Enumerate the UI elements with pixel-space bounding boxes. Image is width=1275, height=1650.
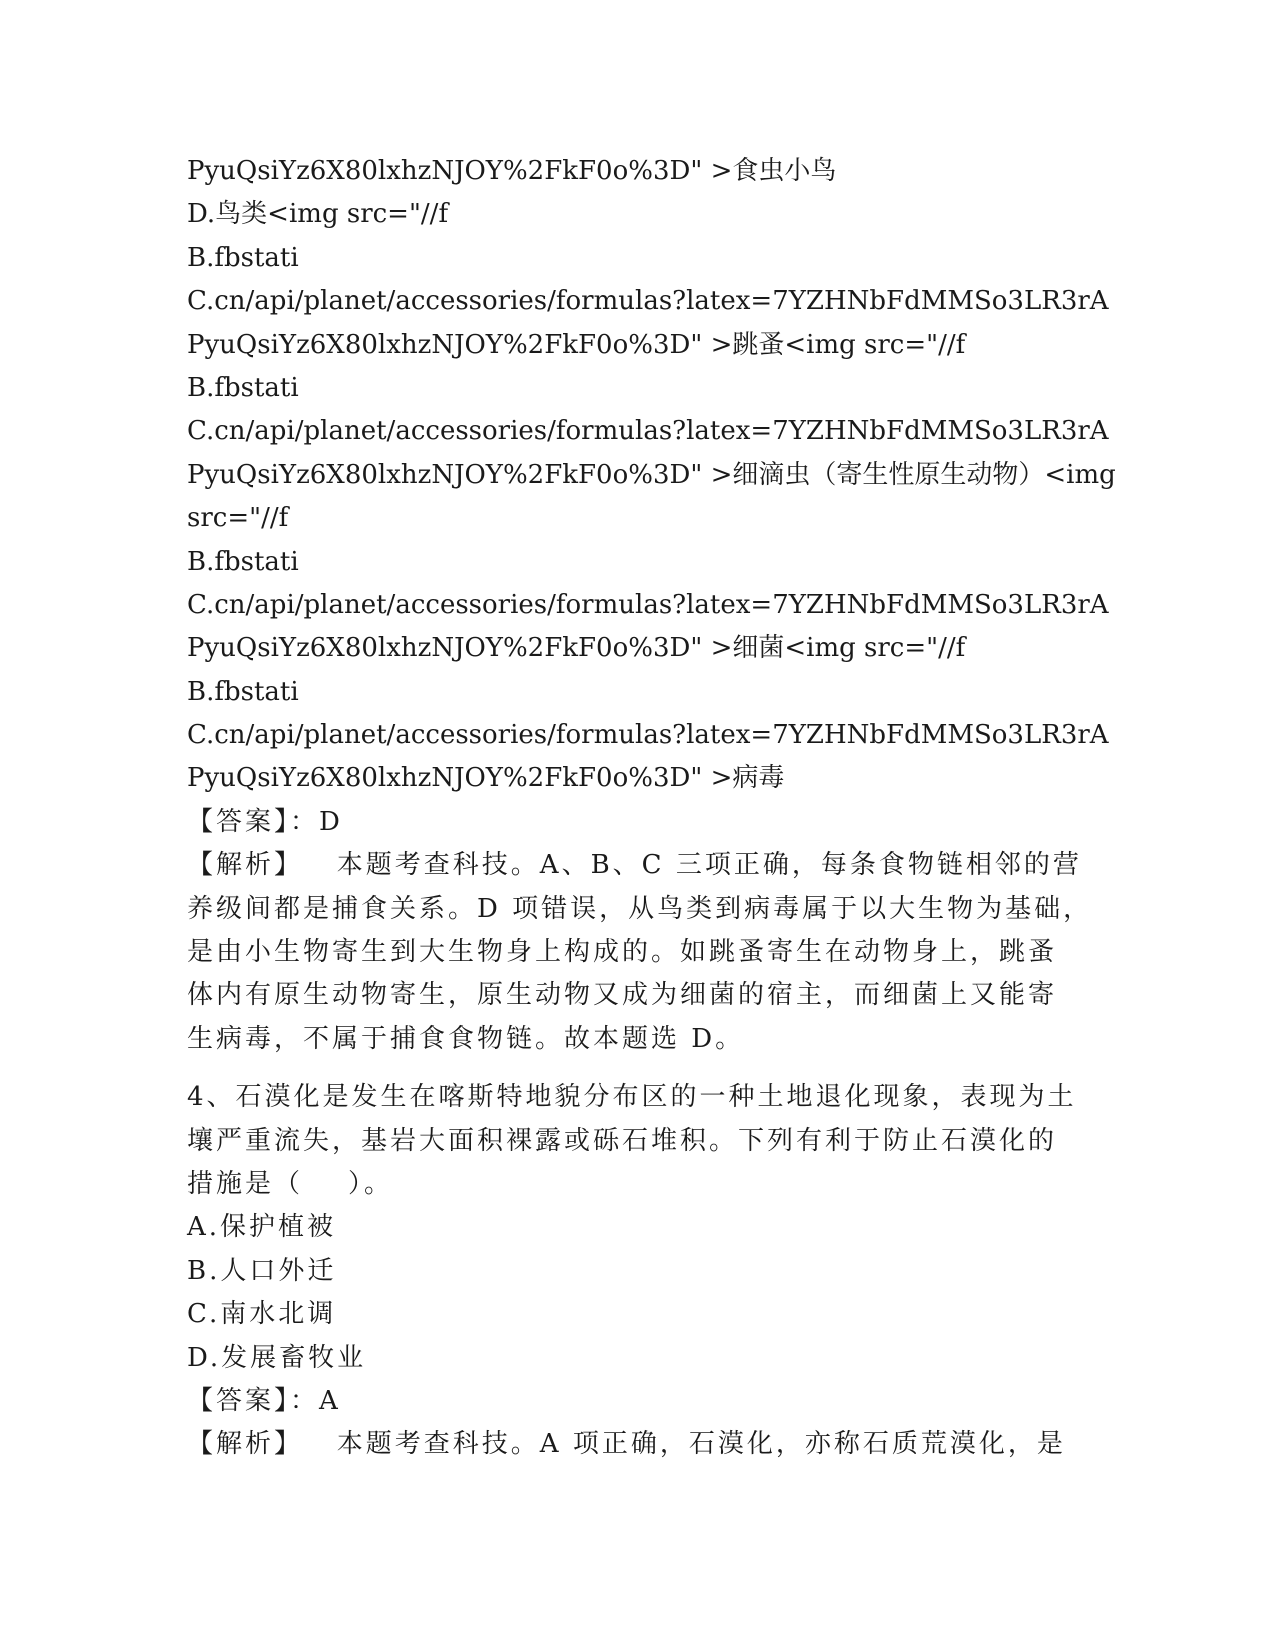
analysis-line: 养级间都是捕食关系。D 项错误，从鸟类到病毒属于以大生物为基础，: [187, 893, 1093, 924]
paragraph-gap: [187, 1061, 1087, 1076]
option-d: D.发展畜牧业: [187, 1342, 367, 1373]
analysis-line: 是由小生物寄生到大生物身上构成的。如跳蚤寄生在动物身上，跳蚤: [187, 937, 1058, 968]
option-b: B.人口外迁: [187, 1255, 337, 1286]
text-line: PyuQsiYz6X80lxhzNJOY%2FkF0o%3D" >食虫小鸟: [187, 156, 837, 186]
text-line: C.cn/api/planet/accessories/formulas?latex=7YZHNbFdMMSo3LR3rA: [187, 416, 1109, 447]
analysis-line: 生病毒，不属于捕食食物链。故本题选 D。: [187, 1023, 745, 1054]
text-line: B.fbstati: [187, 242, 299, 273]
text-line: C.cn/api/planet/accessories/formulas?latex=7YZHNbFdMMSo3LR3rA: [187, 286, 1109, 317]
option-c: C.南水北调: [187, 1299, 337, 1330]
text-line: C.cn/api/planet/accessories/formulas?latex=7YZHNbFdMMSo3LR3rA: [187, 720, 1109, 751]
text-line: PyuQsiYz6X80lxhzNJOY%2FkF0o%3D" >细滴虫（寄生性原生动物）<img: [187, 459, 1116, 490]
text-line: PyuQsiYz6X80lxhzNJOY%2FkF0o%3D" >细菌<img src="//f: [187, 633, 966, 664]
answer-line: 【答案】：A: [187, 1385, 341, 1416]
analysis-line: 体内有原生动物寄生，原生动物又成为细菌的宿主，而细菌上又能寄: [187, 980, 1058, 1011]
text-line: B.fbstati: [187, 372, 299, 403]
question-stem-line: 4、石漠化是发生在喀斯特地貌分布区的一种土地退化现象，表现为土: [187, 1082, 1077, 1113]
text-line: B.fbstati: [187, 676, 299, 707]
option-a: A.保护植被: [187, 1212, 337, 1243]
question-stem-line: 措施是（ ）。: [187, 1168, 394, 1199]
question-stem-line: 壤严重流失，基岩大面积裸露或砾石堆积。下列有利于防止石漠化的: [187, 1125, 1058, 1156]
text-line: D.鸟类<img src="//f: [187, 199, 449, 230]
text-line: PyuQsiYz6X80lxhzNJOY%2FkF0o%3D" >病毒: [187, 763, 785, 794]
text-line: PyuQsiYz6X80lxhzNJOY%2FkF0o%3D" >跳蚤<img src="//f: [187, 329, 966, 360]
text-line: src="//f: [187, 503, 289, 534]
document-body: [187, 150, 1116, 1467]
text-line: B.fbstati: [187, 546, 299, 577]
analysis-line: 【解析】 本题考查科技。A、B、C 三项正确，每条食物链相邻的营: [187, 850, 1082, 881]
text-line: C.cn/api/planet/accessories/formulas?latex=7YZHNbFdMMSo3LR3rA: [187, 589, 1109, 620]
answer-line: 【答案】：D: [187, 806, 343, 837]
analysis-line: 【解析】 本题考查科技。A 项正确，石漠化，亦称石质荒漠化，是: [187, 1429, 1066, 1460]
